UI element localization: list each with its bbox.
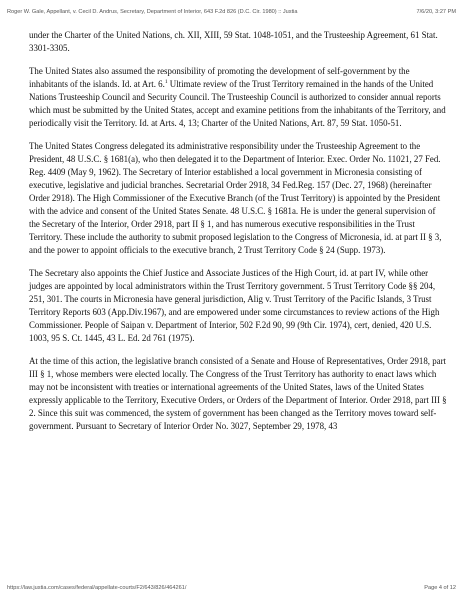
document-title: Roger W. Gale, Appellant, v. Cecil D. Andrus, Secretary, Department of Interior, 643 F.2d 826 (D.C. Cir. 1980) :: Justia <box>7 9 298 15</box>
print-header <box>7 9 456 15</box>
paragraph-2-text-a: The United States also assumed the responsibility of promoting the development of self-government by the inhabitants of the islands. Id. at Art. 6. <box>29 66 410 89</box>
page-url: https://law.justia.com/cases/federal/appellate-courts/F2/643/826/464261/ <box>7 585 187 591</box>
opinion-body <box>29 29 447 443</box>
print-footer <box>7 585 456 591</box>
print-datetime: 7/6/20, 3:27 PM <box>416 9 456 15</box>
paragraph-1: under the Charter of the United Nations, ch. XII, XIII, 59 Stat. 1048-1051, and the Trusteeship Agreement, 61 Stat. 3301-3305. <box>29 30 438 53</box>
paragraph-4: The Secretary also appoints the Chief Justice and Associate Justices of the High Court, id. at part IV, while other judges are appointed by local administrators within the Trust Territory government. 5 Trust Territory Code §§ 204, 251, 301. The courts in Micronesia have general jurisdiction, Alig v. Trust Territory of the Pacific Islands, 3 Trust Territory Reports 603 (App.Div.1967), and are empowered under some circumstances to review actions of the High Commissioner. People of Saipan v. Department of Interior, 502 F.2d 90, 99 (9th Cir. 1974), cert, denied, 420 U.S. 1003, 95 S. Ct. 1445, 43 L. Ed. 2d 761 (1975). <box>29 268 440 343</box>
footnote-marker[interactable]: 1 <box>164 79 168 86</box>
paragraph-2-text-b: Ultimate review of the Trust Territory remained in the hands of the United Nations Trusteeship Council and Security Council. The Trusteeship Council is authorized to consider annual reports which must be submitted by the United States, accept and examine petitions from the inhabitants of the Territory, and periodically visit the Territory. Id. at Arts. 4, 13; Charter of the United Nations, Art. 87, 59 Stat. 1050-51. <box>29 79 446 128</box>
page-number: Page 4 of 12 <box>424 585 456 591</box>
paragraph-5: At the time of this action, the legislative branch consisted of a Senate and House of Representatives, Order 2918, part III § 1, whose members were elected locally. The Congress of the Trust Territory has authority to enact laws which may not be inconsistent with treaties or international agreements of the United States, laws of the United States expressly applicable to the Territory, Executive Orders, or Orders of the Department of Interior. Order 2918, part III § 2. Since this suit was commenced, the system of government has been changed as the Territory moves toward self-government. Pursuant to Secretary of Interior Order No. 3027, September 29, 1978, 43 <box>29 356 447 431</box>
paragraph-2 <box>29 65 447 130</box>
paragraph-3: The United States Congress delegated its administrative responsibility under the Trusteeship Agreement to the President, 48 U.S.C. § 1681(a), who then delegated it to the Department of Interior. Exec. Order No. 11021, 27 Fed. Reg. 4409 (May 9, 1962). The Secretary of Interior established a local government in Micronesia consisting of executive, legislative and judicial branches. Secretarial Order 2918, 34 Fed.Reg. 157 (Dec. 27, 1968) (hereinafter Order 2918). The High Commissioner of the Executive Branch (of the Trust Territory) is appointed by the President with the advice and consent of the United States Senate. 48 U.S.C. § 1681a. He is under the general supervision of the Secretary of the Interior, Order 2918, part II § 1, and has numerous executive responsibilities in the Trust Territory. These include the authority to submit proposed legislation to the Congress of Micronesia, id. at part II § 3, and the power to appoint officials to the executive branch, 2 Trust Territory Code § 24 (Supp. 1973). <box>29 141 442 255</box>
